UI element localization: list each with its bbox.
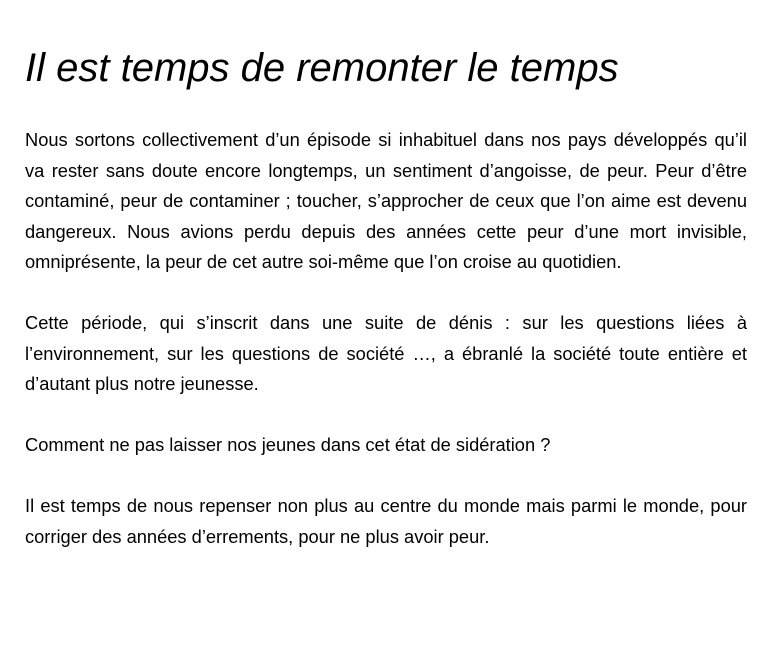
- paragraph-intro: Nous sortons collectivement d’un épisode si inhabituel dans nos pays développés qu’il va rester sans doute encore longtemps, un sentiment d’angoisse, de peur. Peur d’être contaminé, peur de contaminer ; toucher, s’approcher de ceux que l’on aime est devenu dangereux. Nous avions perdu depuis des années cette peur d’une mort invisible, omniprésente, la peur de cet autre soi-même que l’on croise au quotidien.: [25, 129, 747, 272]
- paragraph-conclusion: Il est temps de nous repenser non plus au centre du monde mais parmi le monde, pour corriger des années d’errements, pour ne plus avoir peur.: [25, 495, 747, 547]
- paragraph-question: Comment ne pas laisser nos jeunes dans cet état de sidération ?: [25, 434, 551, 455]
- document-title: Il est temps de remonter le temps: [25, 46, 619, 90]
- document-page: [25, 40, 747, 552]
- paragraph-period: Cette période, qui s’inscrit dans une suite de dénis : sur les questions liées à l’environnement, sur les questions de société …, a ébranlé la société toute entière et d’autant plus notre jeunesse.: [25, 312, 747, 394]
- document-body: [25, 125, 747, 552]
